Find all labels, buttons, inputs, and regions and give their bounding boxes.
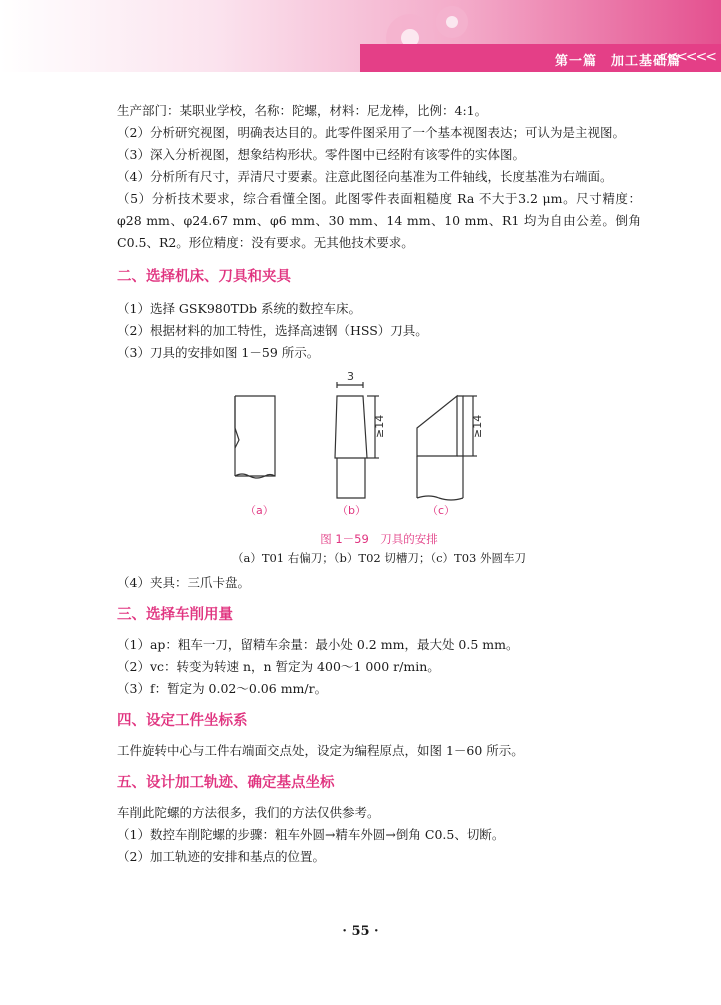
paragraph: （4）分析所有尺寸，弄清尺寸要素。注意此图径向基准为工件轴线，长度基准为右端面。 [117,169,613,184]
page-number: · 55 · [342,924,379,939]
paragraph: （1）数控车削陀螺的步骤：粗车外圆→精车外圆→倒角 C0.5、切断。 [117,827,505,842]
tool-figure [117,368,641,518]
dim-width-b: 3 [347,370,354,383]
paragraph: （1）选择 GSK980TDb 系统的数控车床。 [117,301,362,316]
paragraph: （1）ap：粗车一刀，留精车余量：最小处 0.2 mm，最大处 0.5 mm。 [117,637,519,652]
section-heading: 五、设计加工轨迹、确定基点坐标 [117,775,335,791]
figure-subcaption: （a）T01 右偏刀；（b）T02 切槽刀；（c）T03 外圆车刀 [231,551,527,565]
paragraph: （5）分析技术要求，综合看懂全图。此图零件表面粗糙度 Ra 不大于3.2 μm。尺寸精度：φ28 mm、φ24.67 mm、φ6 mm、30 mm、14 mm、10 mm、R1 均为自由公差。倒角 C0.5、R2。形位精度：没有要求。无其他技术要求。 [117,191,641,250]
paragraph: （4）夹具：三爪卡盘。 [117,575,250,590]
section-heading: 二、选择机床、刀具和夹具 [117,269,291,285]
paragraph: （2）加工轨迹的安排和基点的位置。 [117,849,325,864]
tool-a-drawing [235,396,275,478]
tool-c-drawing [417,396,477,500]
paragraph: （3）深入分析视图，想象结构形状。零件图中已经附有该零件的实体图。 [117,147,525,162]
label-c: （c） [427,504,456,517]
dim-height-c: ≥14 [471,414,484,438]
page-content [117,100,641,868]
paragraph: 生产部门：某职业学校，名称：陀螺，材料：尼龙棒，比例：4:1。 [117,103,488,118]
section-heading: 四、设定工件坐标系 [117,713,248,729]
paragraph: （3）刀具的安排如图 1－59 所示。 [117,345,320,360]
section-label: 第一篇 加工基础篇 [554,54,681,69]
tool-drawings [117,368,641,518]
dim-height-b: ≥14 [373,414,386,438]
header-arrows: <<<<<< [656,49,715,65]
section-heading: 三、选择车削用量 [117,607,233,623]
paragraph: （3）f：暂定为 0.02～0.06 mm/r。 [117,681,328,696]
paragraph: （2）根据材料的加工特性，选择高速钢（HSS）刀具。 [117,323,428,338]
figure-caption: 图 1－59 刀具的安排 [320,532,438,546]
label-a: （a） [245,504,274,517]
label-b: （b） [337,504,366,517]
paragraph: （2）vc：转变为转速 n，n 暂定为 400～1 000 r/min。 [117,659,440,674]
paragraph: （2）分析研究视图，明确表达目的。此零件图采用了一个基本视图表达；可认为是主视图。 [117,125,625,140]
tool-b-drawing [335,382,379,498]
paragraph: 工件旋转中心与工件右端面交点处，设定为编程原点，如图 1－60 所示。 [117,743,524,758]
paragraph: 车削此陀螺的方法很多，我们的方法仅供参考。 [117,805,380,820]
